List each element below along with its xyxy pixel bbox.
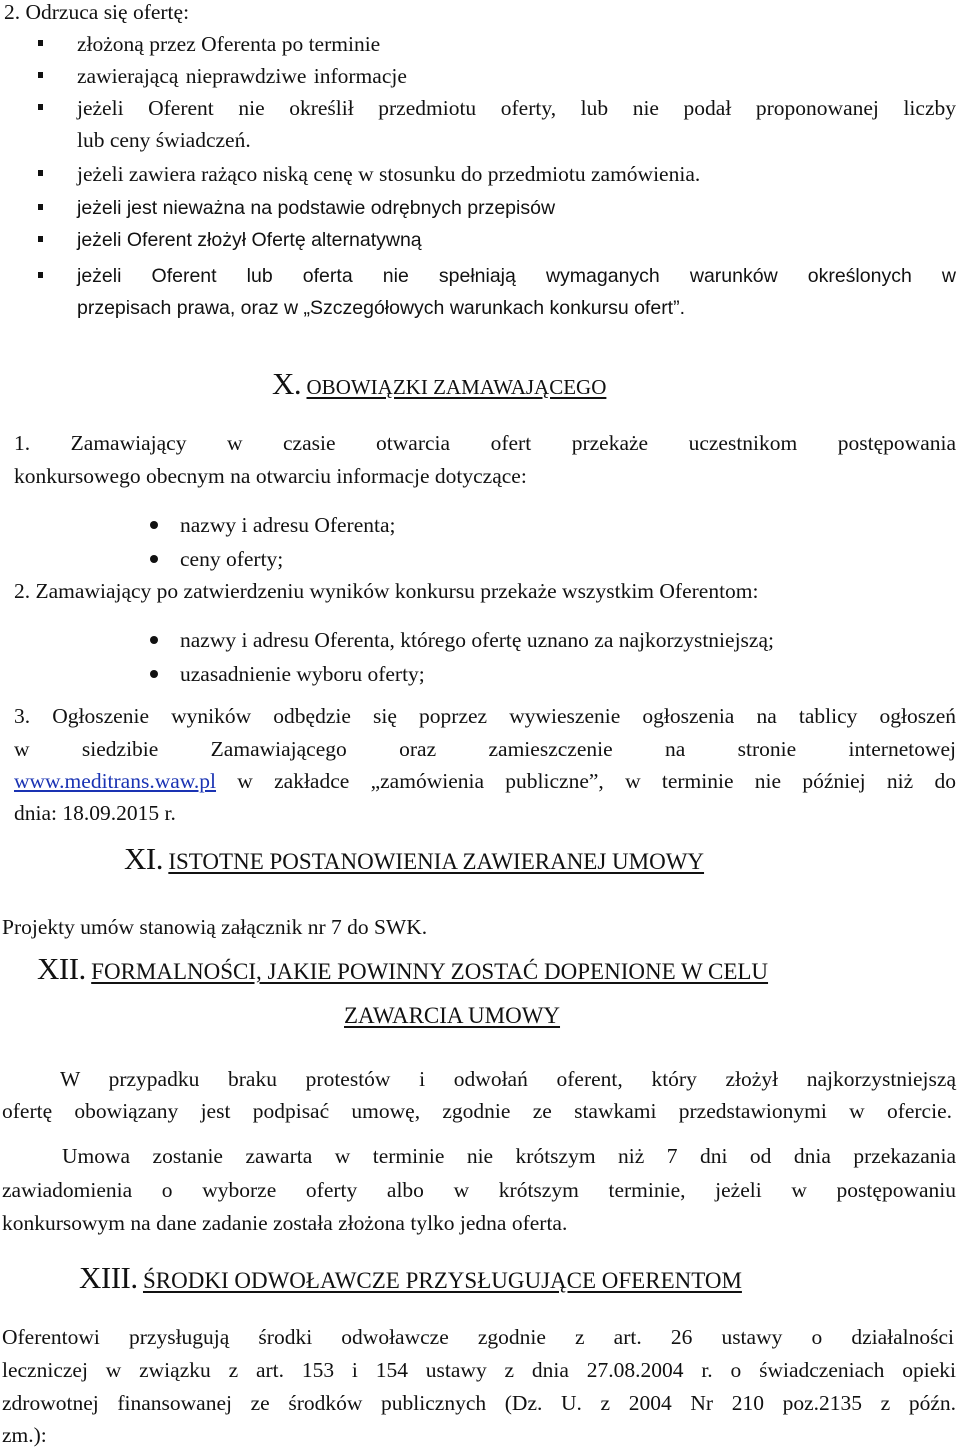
list-item: ceny oferty; [0,543,960,575]
section-x-heading [272,368,606,403]
section-xii-heading [37,953,768,988]
section-xi-number: XI. [124,841,163,876]
section-xiii-line2: leczniczej w związku z art. 153 i 154 ustawy z dnia 27.08.2004 r. o świadczeniach opieki [2,1358,956,1382]
section-xi-title: ISTOTNE POSTANOWIENIA ZAWIERANEJ UMOWY [168,849,705,874]
rejection-item: jeżeli Oferent nie określił przedmiotu oferty, lub nie podał proponowanej liczby [0,92,960,124]
section-x-p2-list [0,624,960,694]
rejection-item: jeżeli jest nieważna na podstawie odrębnych przepisów [0,192,960,224]
section-xiii-line4: zm.): [2,1423,47,1447]
section-xii-p1-line1: W przypadku braku protestów i odwołań oferent, który złożył najkorzystniejszą [60,1067,956,1091]
section-x-p1-line1: 1. Zamawiający w czasie otwarcia ofert przekaże uczestnikom postępowania [14,431,956,455]
section-xi-heading [124,843,704,878]
list-item: nazwy i adresu Oferenta; [0,509,960,541]
section-x-p1-line2: konkursowego obecnym na otwarciu informacje dotyczące: [14,464,527,488]
rejection-item: zawierającą nieprawdziwe informacje [0,60,960,92]
section-xii-heading-line2 [344,1000,560,1032]
section-xiii-line3: zdrowotnej finansowanej ze środków publicznych (Dz. U. z 2004 Nr 210 poz.2135 z późn. [2,1391,956,1415]
rejection-item-continuation: przepisach prawa, oraz w „Szczegółowych warunkach konkursu ofert”. [77,297,686,319]
section-x-number: X. [272,366,302,401]
rejection-item: jeżeli Oferent złożył Ofertę alternatywną [0,224,960,256]
section-x-title: OBOWIĄZKI ZAMAWAJĄCEGO [306,375,607,399]
section-xii-p2-line3: konkursowym na dane zadanie została złożona tylko jedna oferta. [2,1211,568,1235]
section-x-p3-line3: www.meditrans.waw.pl w zakładce „zamówienia publiczne”, w terminie nie później niż do [14,769,956,793]
section-xii-number: XII. [37,951,86,986]
section-x-p2: 2. Zamawiający po zatwierdzeniu wyników konkursu przekaże wszystkim Oferentom: [14,579,759,603]
rejection-item-continuation: lub ceny świadczeń. [77,128,251,152]
list-item: uzasadnienie wyboru oferty; [0,658,960,690]
rejection-heading: 2. Odrzuca się ofertę: [4,0,190,24]
section-x-p3-line1: 3. Ogłoszenie wyników odbędzie się poprzez wywieszenie ogłoszenia na tablicy ogłoszeń [14,704,956,728]
rejection-item: jeżeli zawiera rażąco niską cenę w stosunku do przedmiotu zamówienia. [0,158,960,190]
section-xii-title-line2: ZAWARCIA UMOWY [344,1003,561,1028]
section-xii-p2-line1: Umowa zostanie zawarta w terminie nie krótszym niż 7 dni od dnia przekazania [62,1144,956,1168]
section-xii-title-line1: FORMALNOŚCI, JAKIE POWINNY ZOSTAĆ DOPENIONE W CELU [91,959,769,984]
section-x-p3-line4: dnia: 18.09.2015 r. [14,801,176,825]
list-item: nazwy i adresu Oferenta, którego ofertę uznano za najkorzystniejszą; [0,624,960,656]
meditrans-link[interactable]: www.meditrans.waw.pl [14,769,217,793]
rejection-item: złożoną przez Oferenta po terminie [0,28,960,60]
section-xii-p2-line2: zawiadomienia o wyborze oferty albo w krótszym terminie, jeżeli w postępowaniu [2,1178,956,1202]
section-xiii-number: XIII. [79,1260,138,1295]
section-xiii-title: ŚRODKI ODWOŁAWCZE PRZYSŁUGUJĄCE OFERENTOM [142,1268,742,1293]
rejection-item: jeżeli Oferent lub oferta nie spełniają wymaganych warunków określonych w [0,260,960,292]
section-xiii-line1: Oferentowi przysługują środki odwoławcze zgodnie z art. 26 ustawy o działalności [2,1325,954,1349]
section-x-p1-list [0,509,960,579]
section-xii-p1-line2: ofertę obowiązany jest podpisać umowę, zgodnie ze stawkami przedstawionymi w ofercie. [2,1099,952,1123]
section-xi-text: Projekty umów stanowią załącznik nr 7 do SWK. [2,915,428,939]
rejection-list [0,28,960,328]
section-x-p3-line2: w siedzibie Zamawiającego oraz zamieszczenie na stronie internetowej [14,737,956,761]
section-xiii-heading [79,1262,742,1297]
